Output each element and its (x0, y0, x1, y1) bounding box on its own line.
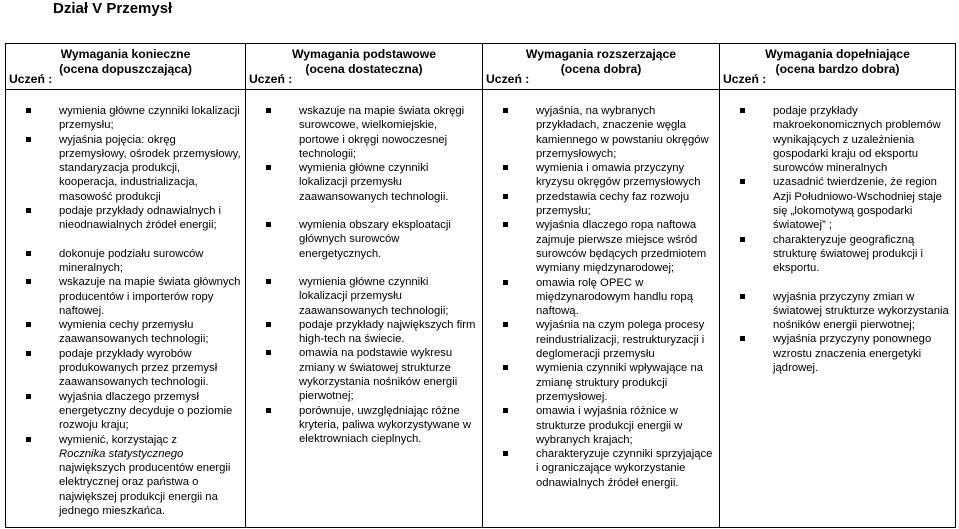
bullet-icon (503, 451, 508, 456)
requirements-list (720, 90, 955, 375)
bullet-icon (266, 279, 271, 284)
item-text: wymienia główne czynniki lokalizacji przemysłu; (59, 105, 240, 132)
list-item (6, 133, 241, 204)
item-text: podaje przykłady największych firm high-tech na świecie. (299, 318, 476, 346)
list-item (6, 318, 241, 347)
bullet-icon (740, 108, 745, 113)
requirements-list (246, 90, 482, 447)
header-title: Wymagania rozszerzające (525, 47, 677, 61)
list-item (720, 175, 951, 232)
bullet-icon (740, 294, 745, 299)
item-text: wskazuje na mapie świata głównych producentów i importerów ropy naftowej. (59, 276, 241, 317)
item-text: podaje przykłady odnawialnych i nieodnawialnych źródeł energii; (59, 205, 222, 232)
uczen-label: Uczeń : (723, 72, 767, 86)
item-text: wyjaśnia na czym polega procesy reindustrializacji, restrukturyzacji i deglomeracji przemysłu (536, 319, 705, 361)
item-text: wyjaśnia, na wybranych przykładach, znaczenie węgla kamiennego w powstaniu okręgów przemysłowych; (536, 105, 709, 160)
list-item (246, 318, 478, 347)
bullet-icon (26, 208, 31, 213)
item-text: uzasadnić twierdzenie, że region Azji Południowo-Wschodniej staje się „lokomotywą gospodarki światowej” ; (773, 176, 942, 232)
bullet-icon (26, 351, 31, 356)
content-cell-konieczne (6, 90, 246, 528)
bullet-icon (740, 179, 745, 184)
list-item (6, 104, 241, 133)
item-text: wyjaśnia przyczyny zmian w światowej strukturze wykorzystania nośników energii pierwotnej; (773, 290, 949, 332)
header-cell-dopelniajace (720, 44, 956, 90)
list-item (6, 204, 241, 233)
list-item (246, 218, 478, 261)
bullet-icon (26, 251, 31, 256)
list-item (483, 318, 715, 361)
list-item (720, 332, 951, 375)
requirements-table (5, 43, 956, 528)
bullet-icon (26, 394, 31, 399)
list-item (246, 275, 478, 318)
content-cell-rozszerzajace (483, 90, 720, 528)
header-grade: (ocena dobra) (560, 62, 642, 76)
item-text: podaje przykłady makroekonomicznych problemów wynikających z uzależnienia gospodarki kraju od eksportu surowców mineralnych (773, 105, 941, 175)
content-row (6, 90, 956, 528)
list-item (483, 161, 715, 190)
list-item (483, 361, 715, 404)
bullet-icon (266, 408, 271, 413)
bullet-icon (26, 108, 31, 113)
list-item (246, 346, 478, 403)
item-text: porównuje, uwzględniając różne kryteria, paliwa wykorzystywane w elektrowniach cieplnych. (299, 404, 472, 446)
header-grade: (ocena bardzo dobra) (775, 62, 900, 76)
list-item (483, 218, 715, 275)
header-grade: (ocena dopuszczająca) (59, 62, 192, 76)
bullet-icon (266, 165, 271, 170)
bullet-icon (740, 336, 745, 341)
bullet-icon (26, 279, 31, 284)
requirements-list (6, 90, 245, 518)
bullet-icon (503, 222, 508, 227)
item-text: przedstawia cechy faz rozwoju przemysłu; (536, 190, 690, 218)
uczen-label: Uczeń : (9, 72, 53, 86)
uczen-label: Uczeń : (249, 72, 293, 86)
item-text: wyjaśnia pojęcia: okręg przemysłowy, ośrodek przemysłowy, standaryzacja produkcji, kooperacja, industrializacja, masowość produkcji (59, 133, 241, 203)
page-title: Dział V Przemysł (53, 0, 173, 17)
header-title: Wymagania podstawowe (291, 47, 437, 61)
item-text: wyjaśnia dlaczego przemysł energetyczny decyduje o poziomie rozwoju kraju; (59, 390, 233, 432)
bullet-icon (26, 322, 31, 327)
header-grade: (ocena dostateczna) (305, 62, 423, 76)
item-text: wymienia obszary eksploatacji głównych surowców energetycznych. (299, 219, 451, 260)
bullet-icon (266, 350, 271, 355)
item-text: podaje przykłady wyrobów produkowanych przez przemysł zaawansowanych technologii. (59, 347, 218, 389)
header-cell-podstawowe (246, 44, 483, 90)
list-item (6, 390, 241, 433)
list-item (483, 447, 715, 490)
list-item (483, 190, 715, 219)
bullet-icon (503, 194, 508, 199)
list-item (483, 276, 715, 319)
list-item (720, 290, 951, 333)
item-text: wymienia cechy przemysłu zaawansowanych technologii; (59, 319, 209, 346)
bullet-icon (266, 322, 271, 327)
item-text: charakteryzuje czynniki sprzyjające i ograniczające wykorzystanie odnawialnych źródeł energii. (536, 448, 713, 489)
list-item (720, 104, 951, 175)
item-text: wymienia główne czynniki lokalizacji przemysłu zaawansowanych technologii. (299, 162, 449, 203)
bullet-icon (26, 137, 31, 142)
bullet-icon (266, 222, 271, 227)
list-item (246, 104, 478, 161)
item-text: dokonuje podziału surowców mineralnych; (59, 247, 204, 274)
item-text: wyjaśnia dlaczego ropa naftowa zajmuje pierwsze miejsce wśród surowców będących przedmiotem wymiany międzynarodowej; (536, 219, 707, 275)
header-title: Wymagania konieczne (60, 47, 191, 61)
item-text: wymienić, korzystając z (59, 433, 178, 446)
list-item (6, 275, 241, 318)
header-row (6, 44, 956, 90)
item-text: wymienia i omawia przyczyny kryzysu okręgów przemysłowych (536, 162, 701, 189)
list-item (720, 233, 951, 276)
header-cell-rozszerzajace (483, 44, 720, 90)
list-item (246, 161, 478, 204)
bullet-icon (26, 437, 31, 442)
list-item (6, 247, 241, 276)
item-text: wyjaśnia przyczyny ponownego wzrostu znaczenia energetyki jądrowej. (773, 333, 932, 375)
item-text: omawia rolę OPEC w międzynarodowym handlu ropą naftową. (536, 276, 693, 318)
bullet-icon (503, 108, 508, 113)
content-cell-podstawowe (246, 90, 483, 528)
item-text: charakteryzuje geograficzną strukturę światowej produkcji i eksportu. (773, 233, 924, 275)
bullet-icon (740, 237, 745, 242)
list-item (483, 404, 715, 447)
item-text: omawia i wyjaśnia różnice w strukturze produkcji energii w wybranych krajach; (536, 405, 683, 446)
content-cell-dopelniajace (720, 90, 956, 528)
list-item (483, 104, 715, 161)
item-text: największych producentów energii elektrycznej oraz państwa o największej produkcji energii na jednego mieszkańca. (59, 462, 231, 518)
header-title: Wymagania dopełniające (765, 47, 910, 61)
list-item (246, 404, 478, 447)
bullet-icon (503, 408, 508, 413)
item-text: wymienia czynniki wpływające na zmianę struktury produkcji przemysłowej. (536, 362, 704, 403)
uczen-label: Uczeń : (486, 72, 530, 86)
bullet-icon (503, 322, 508, 327)
bullet-icon (266, 108, 271, 113)
bullet-icon (503, 365, 508, 370)
item-text: wskazuje na mapie świata okręgi surowcowe, wielkomiejskie, portowe i okręgi nowoczesnej technologii; (299, 105, 465, 160)
bullet-icon (503, 280, 508, 285)
header-cell-konieczne (6, 44, 246, 90)
bullet-icon (503, 165, 508, 170)
list-item (6, 347, 241, 390)
item-text: omawia na podstawie wykresu zmiany w światowej strukturze wykorzystania nośników energii pierwotnej; (299, 347, 458, 403)
list-item (6, 433, 241, 519)
item-text: wymienia główne czynniki lokalizacji przemysłu zaawansowanych technologii; (299, 275, 449, 317)
rocznik-title: Rocznika statystycznego (59, 447, 184, 460)
requirements-list (483, 90, 719, 490)
